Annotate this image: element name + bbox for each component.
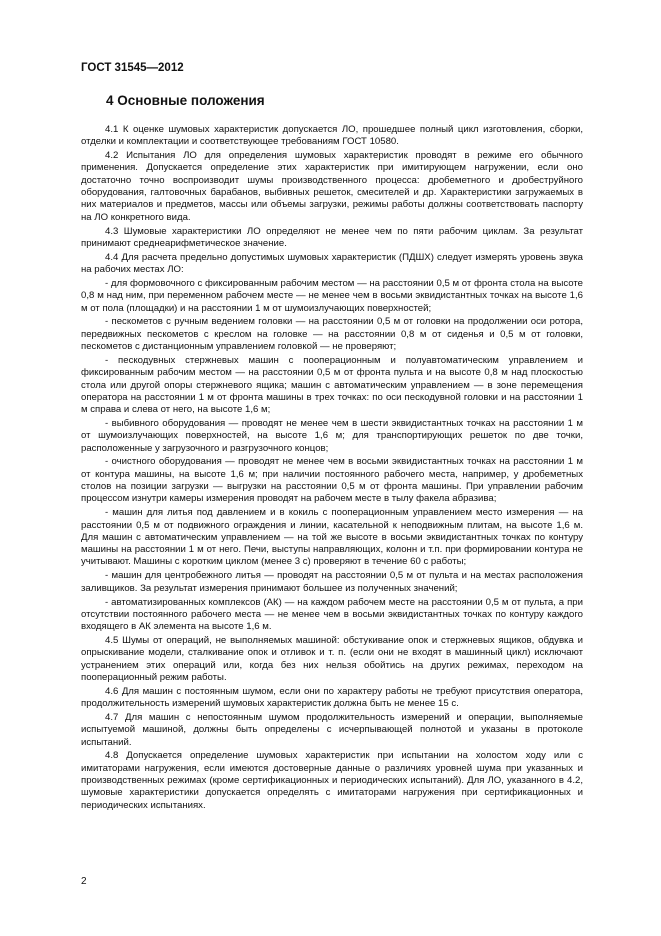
list-item-centrifugal: - машин для центробежного литья — проводят на расстоянии 0,5 м от пульта и на местах расположения заливщиков. За результат измерения принимают большее из полученных значений; (81, 570, 583, 594)
list-item-cleaning: - очистного оборудования — проводят не менее чем в восьми эквидистантных точках на расстоянии 1 м от контура машины, на высоте 1,6 м; при наличии постоянного рабочего места, например, у дробеметных столов на позиции загрузки — выгрузки на расстоянии 0,5 м от фронта машины. При управлении рабочим процессом изнутри камеры измерения проводят на рабочем месте в тылу факела абразива; (81, 456, 583, 505)
document-body (81, 124, 583, 814)
list-item-knockout: - выбивного оборудования — проводят не менее чем в шести эквидистантных точках на расстоянии 1 м от шумоизлучающих поверхностей, на высоте 1,6 м; для транспортирующих решеток по две точки, расположенные у загрузочного и разгрузочного концов; (81, 417, 583, 454)
paragraph-4-5: 4.5 Шумы от операций, не выполняемых машиной: обстукивание опок и стержневых ящиков, обдувка и опрыскивание модели, сталкивание опок и отливок и т. п. (если они не входят в машинный цикл) исключают устранением этих операций или, когда без них нельзя обойтись на других режимах, переходом на пооперационный режим работы. (81, 635, 583, 683)
list-item-automated-complexes: - автоматизированных комплексов (АК) — на каждом рабочем месте на расстоянии 0,5 м от пульта, а при отсутствии постоянного рабочего места — не менее чем в восьми эквидистантных точках по контуру каждого входящего в АК элемента на высоте 1,6 м. (81, 596, 583, 633)
list-item-sand-slingers: - пескометов с ручным ведением головки — на расстоянии 0,5 м от головки на продолжении оси ротора, передвижных пескометов с креслом на головке — на расстоянии 0,8 м от сиденья и 0,5 м от головки, пескометов с дистанционным управлением головкой — не проверяют; (81, 316, 583, 353)
standard-code-header: ГОСТ 31545—2012 (81, 62, 184, 74)
page-number: 2 (81, 876, 87, 887)
paragraph-4-8: 4.8 Допускается определение шумовых характеристик при испытании на холостом ходу или с имитаторами нагружения, если имеются достоверные данные о различиях уровней шума при указанных и производственных режимах (кроме сертификационных и периодических испытаний). Для ЛО, указанного в 4.2, шумовые характеристики допускается определять с имитаторами нагружения при сертификационных и периодических испытаниях. (81, 750, 583, 811)
paragraph-4-2: 4.2 Испытания ЛО для определения шумовых характеристик проводят в режиме его обычного применения. Допускается определение этих характеристик при имитирующем нагружении, если оно достаточно точно воспроизводит шумы производственного процесса: дробеметного и дробеструйного оборудования, галтовочных барабанов, выбивных решеток, смесителей и др. Характеристики загружаемых в них материалов и предметов, массы или объемы загрузки, режимы работы должны соответствовать паспорту на ЛО конкретного вида. (81, 150, 583, 223)
paragraph-4-4: 4.4 Для расчета предельно допустимых шумовых характеристик (ПДШХ) следует измерять уровень звука на рабочих местах ЛО: (81, 251, 583, 276)
paragraph-4-6: 4.6 Для машин с постоянным шумом, если они по характеру работы не требуют присутствия оператора, продолжительность измерений шумовых характеристик должна быть не менее 15 с. (81, 685, 583, 710)
paragraph-4-1: 4.1 К оценке шумовых характеристик допускается ЛО, прошедшее полный цикл изготовления, сборки, отделки и комплектации и соответствующее требованиям ГОСТ 10580. (81, 124, 583, 148)
section-title: 4 Основные положения (106, 93, 265, 108)
list-item-molding: - для формовочного с фиксированным рабочим местом — на расстоянии 0,5 м от фронта стола на высоте 0,8 м над ним, при переменном рабочем месте — не менее чем в восьми эквидистантных точках на высоте 1,6 м от пола (площадки) и на расстоянии 1 м от шумоизлучающих поверхностей; (81, 277, 583, 314)
list-item-core-blowers: - пескодувных стержневых машин с пооперационным и полуавтоматическим управлением и фиксированным рабочим местом — на расстоянии 0,5 м от фронта пульта и на высоте 0,8 м над плоскостью стола или другой опоры стержневого ящика; машин с автоматическим управлением — в зоне перемещения оператора на расстоянии 1 м от фронта машины в трех точках: по оси пескодувной головки и на расстоянии 1 м справа и слева от него, на высоте 1,6 м; (81, 354, 583, 416)
paragraph-4-7: 4.7 Для машин с непостоянным шумом продолжительность измерений и операции, выполняемые испытуемой машиной, должны быть определены с исчерпывающей полнотой и указаны в протоколе испытаний. (81, 711, 583, 748)
list-item-die-casting: - машин для литья под давлением и в кокиль с пооперационным управлением место измерения — на расстоянии 0,5 м от подвижного ограждения и линии, касательной к неподвижным плитам, на высоте 1,6 м. Для машин с автоматическим управлением — на той же высоте в восьми эквидистантных точках по контуру машины на расстоянии 1 м от него. Печи, выступы направляющих, колонн и т.п. при формировании контура не учитывают. Машины с коротким циклом (менее 3 с) проверяют в течение 60 с работы; (81, 507, 583, 568)
paragraph-4-3: 4.3 Шумовые характеристики ЛО определяют не менее чем по пяти рабочим циклам. За результат принимают среднеарифметическое значение. (81, 225, 583, 249)
